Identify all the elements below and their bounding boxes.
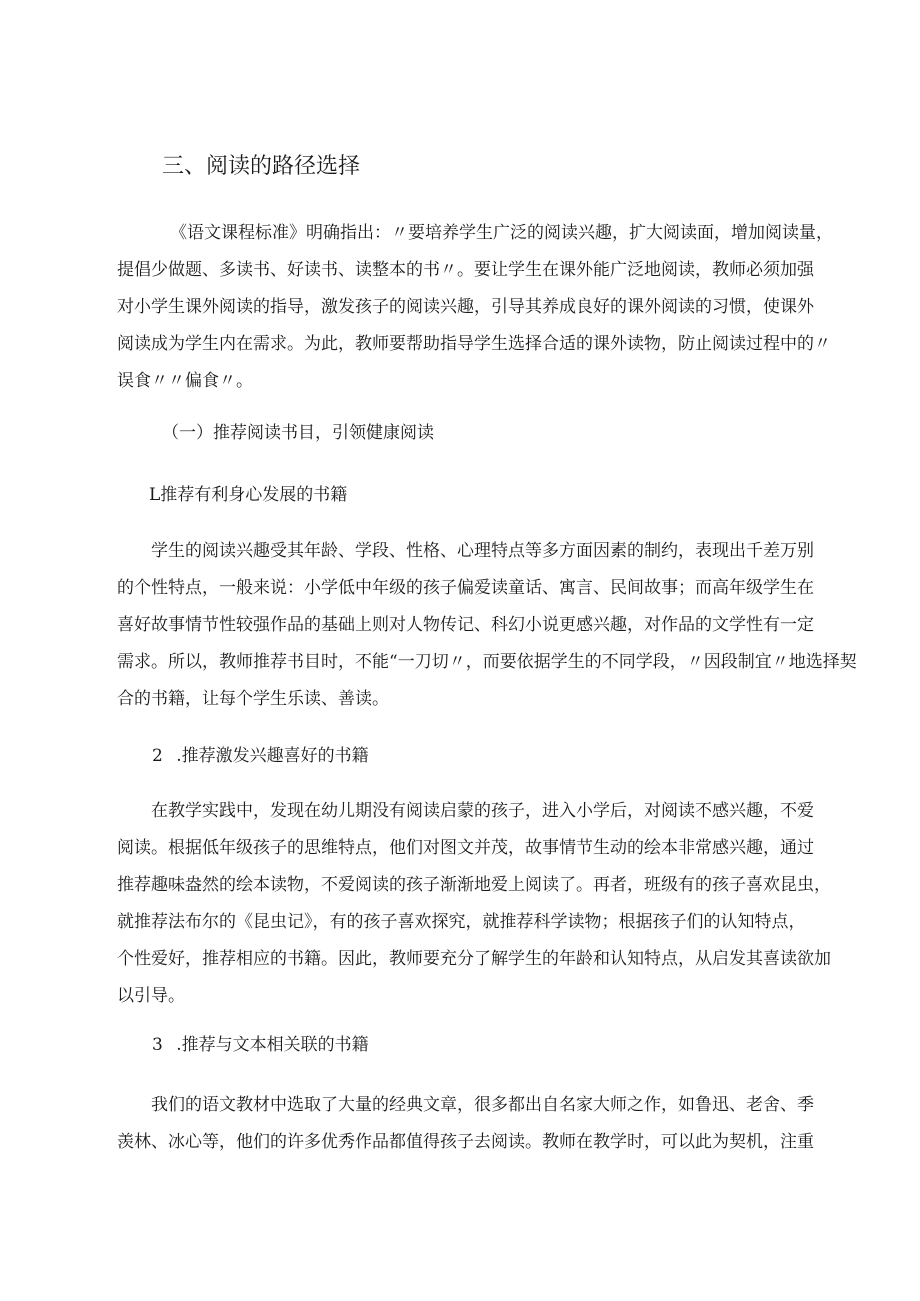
paragraph-line: 就推荐法布尔的《昆虫记》，有的孩子喜欢探究，就推荐科学读物；根据孩子们的认知特点， (117, 912, 806, 932)
item-1-title: L推荐有利身心发展的书籍 (149, 485, 348, 505)
paragraph-line: 推荐趣味盎然的绘本读物，不爱阅读的孩子渐渐地爱上阅读了。再者，班级有的孩子喜欢昆虫， (117, 875, 831, 895)
paragraph-line: 提倡少做题、多读书、好读书、读整本的书〃。要让学生在课外能广泛地阅读，教师必须加强 (117, 260, 814, 280)
item-3-title (152, 1030, 369, 1060)
paragraph-line: 合的书籍，让每个学生乐读、善读。 (117, 689, 389, 709)
intro-paragraph (117, 215, 833, 400)
item-2-title (152, 741, 369, 771)
item-2-paragraph (117, 793, 831, 1015)
item-2-number: 2 (152, 746, 163, 766)
section-heading: 三、阅读的路径选择 (162, 154, 361, 179)
paragraph-line: 阅读成为学生内在需求。为此，教师要帮助指导学生选择合适的课外读物，防止阅读过程中的〃 (117, 334, 831, 354)
item-3-label: .推荐与文本相关联的书籍 (176, 1035, 369, 1055)
paragraph-line: 学生的阅读兴趣受其年龄、学段、性格、心理特点等多方面因素的制约，表现出千差万别 (151, 541, 814, 561)
paragraph-line: 误食〃〃偏食〃。 (117, 371, 253, 391)
subsection-heading: （一）推荐阅读书目，引领健康阅读 (162, 423, 434, 443)
paragraph-line: 阅读。根据低年级孩子的思维特点，他们对图文并茂，故事情节生动的绘本非常感兴趣，通过 (117, 838, 814, 858)
paragraph-line: 的个性特点，一般来说：小学低中年级的孩子偏爱读童话、寓言、民间故事；而高年级学生在 (117, 578, 814, 598)
paragraph-line: 《语文课程标准》明确指出：〃要培养学生广泛的阅读兴趣，扩大阅读面，增加阅读量， (170, 223, 833, 243)
paragraph-line: 需求。所以，教师推荐书目时，不能“一刀切〃，而要依据学生的不同学段，〃因段制宜〃地选择契 (117, 652, 857, 672)
paragraph-line: 以引导。 (117, 986, 185, 1006)
paragraph-line: 对小学生课外阅读的指导，激发孩子的阅读兴趣，引导其养成良好的课外阅读的习惯，使课外 (117, 297, 814, 317)
item-3-paragraph (117, 1087, 814, 1161)
paragraph-line: 喜好故事情节性较强作品的基础上则对人物传记、科幻小说更感兴趣，对作品的文学性有一定 (117, 615, 814, 635)
paragraph-line: 在教学实践中，发现在幼儿期没有阅读启蒙的孩子，进入小学后，对阅读不感兴趣，不爱 (151, 801, 814, 821)
item-1-paragraph (117, 533, 857, 718)
item-3-number: 3 (152, 1035, 163, 1055)
paragraph-line: 个性爱好，推荐相应的书籍。因此，教师要充分了解学生的年龄和认知特点，从启发其喜读欲加 (117, 949, 831, 969)
item-2-label: .推荐激发兴趣喜好的书籍 (176, 746, 369, 766)
paragraph-line: 羡林、冰心等，他们的许多优秀作品都值得孩子去阅读。教师在教学时，可以此为契机，注重 (117, 1132, 814, 1152)
paragraph-line: 我们的语文教材中选取了大量的经典文章，很多都出自名家大师之作，如鲁迅、老舍、季 (151, 1095, 814, 1115)
